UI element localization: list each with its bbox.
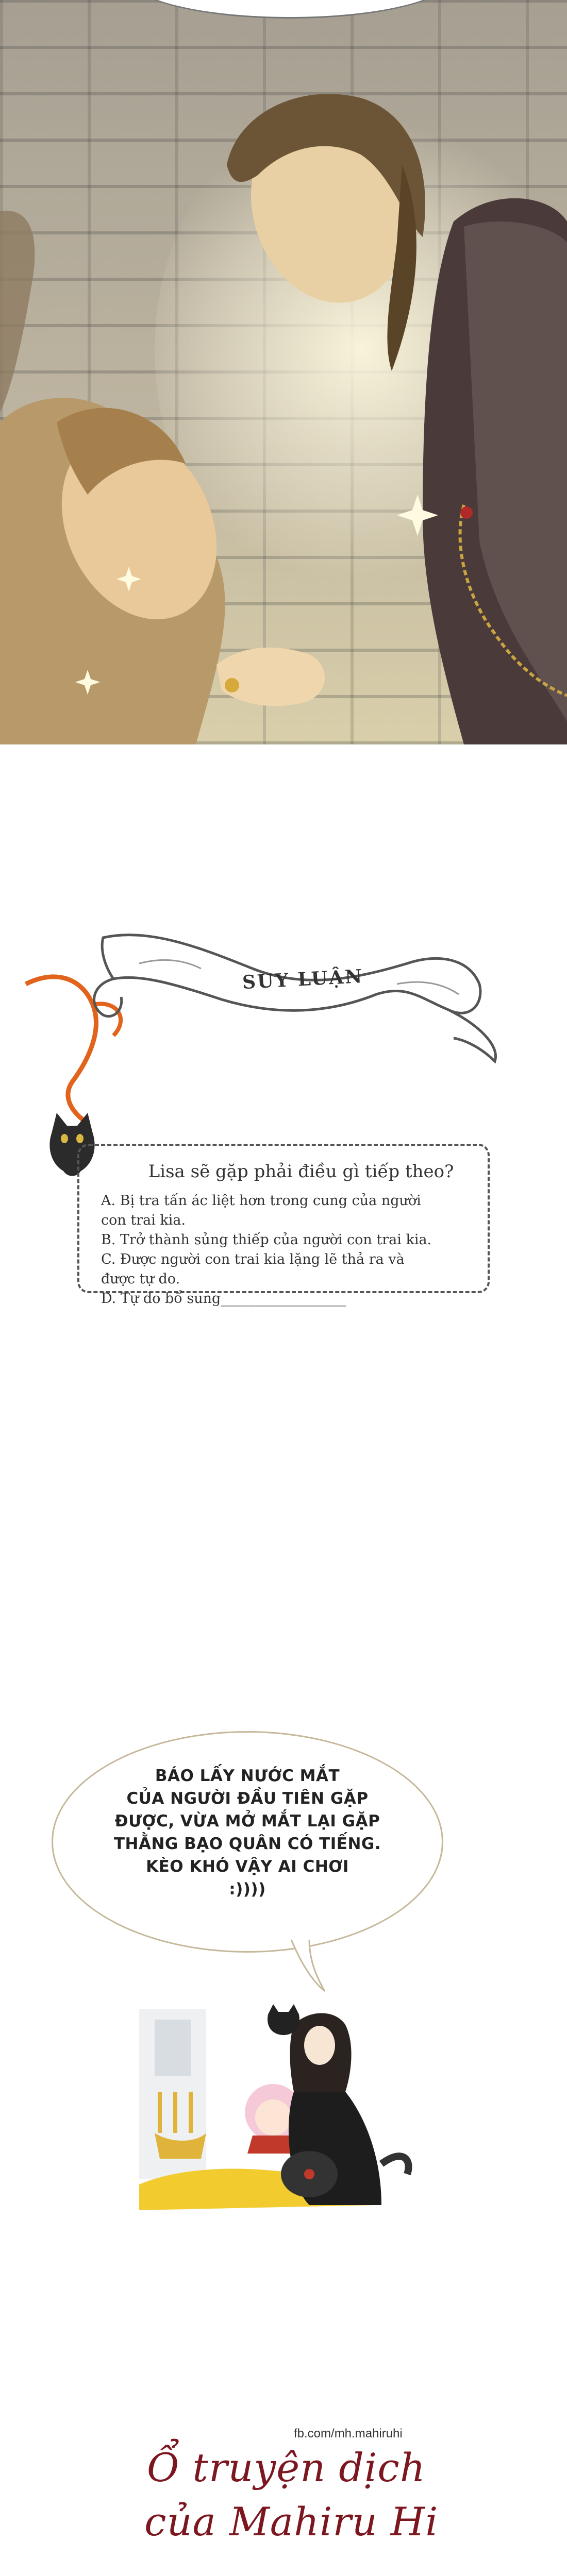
option-a-line-2: con trai kia. [101, 1212, 186, 1228]
speech-line: BÁO LẤY NƯỚC MẮT [155, 1767, 340, 1785]
speech-line: THẰNG BẠO QUÂN CÓ TIẾNG. [113, 1835, 381, 1853]
characters-chibi-scene [139, 1989, 448, 2221]
translator-logo [0, 2380, 567, 2576]
facebook-link[interactable]: fb.com/mh.mahiruhi [294, 2427, 403, 2441]
question-text: Lisa sẽ gặp phải điều gì tiếp theo? [148, 1161, 454, 1182]
logo-line-2: của Mahiru Hi [144, 2499, 439, 2545]
speech-line: KÈO KHÓ VẬY AI CHƠI [146, 1857, 349, 1876]
logo-line-1: Ổ truyện dịch [147, 2445, 426, 2490]
comic-panel-illustration [0, 0, 567, 744]
speech-text [52, 1765, 443, 1901]
question-box [77, 1144, 490, 1307]
option-c-line-2: được tự do. [101, 1271, 180, 1287]
speech-line: ĐƯỢC, VỪA MỞ MẮT LẠI GẶP [114, 1812, 380, 1831]
option-d: D. Tự do bổ sung__________________ [101, 1291, 346, 1307]
speech-section [0, 1700, 567, 2241]
question-section [0, 907, 567, 1422]
characters-illustration [0, 0, 567, 744]
option-b: B. Trở thành sủng thiếp của người con trai kia. [101, 1232, 432, 1248]
speech-line: :)))) [229, 1880, 266, 1899]
ribbon-title: SUY LUẬN [242, 965, 364, 994]
option-c-line-1: C. Được người con trai kia lặng lẽ thả ra và [101, 1251, 405, 1267]
speech-line: CỦA NGƯỜI ĐẦU TIÊN GẶP [126, 1789, 369, 1808]
bubble-tail [289, 1937, 330, 1994]
option-a-line-1: A. Bị tra tấn ác liệt hơn trong cung của người [101, 1193, 421, 1209]
